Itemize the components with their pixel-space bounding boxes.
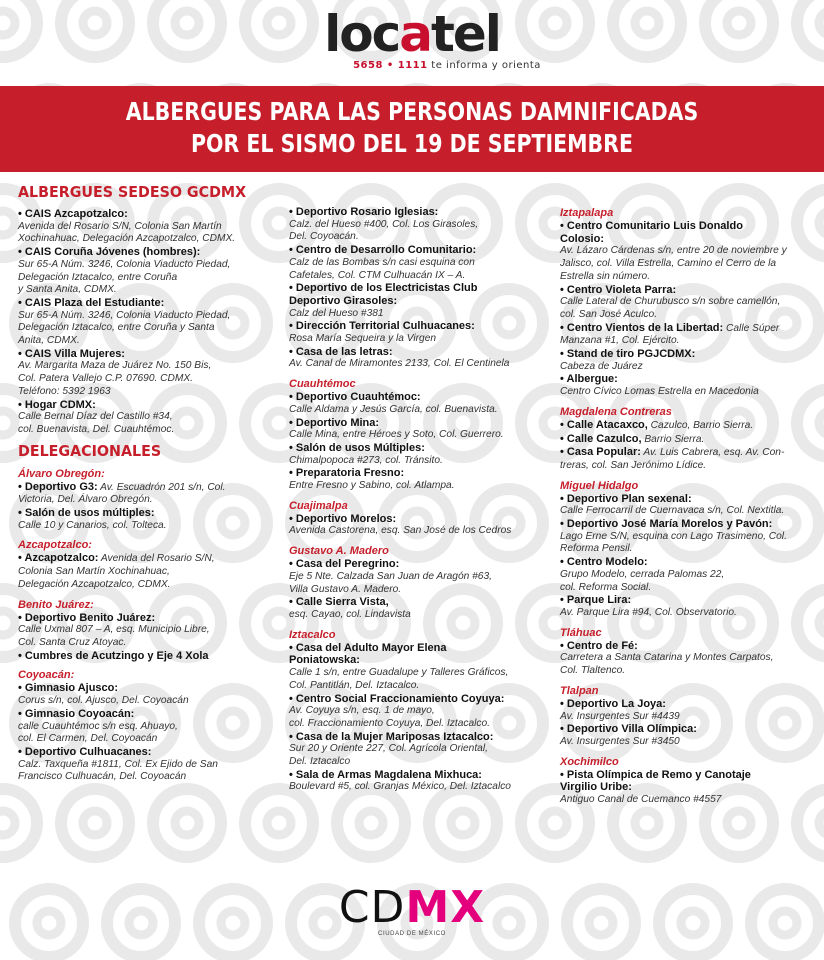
logo-tagline: 5658 • 1111 te informa y orienta xyxy=(353,60,541,71)
shelter-name: • Centro Comunitario Luis Donaldo Colosio: xyxy=(560,220,820,245)
shelter-address: Lago Erne S/N, esquina con Lago Trasimeno, Col. Reforma Pensil. xyxy=(560,530,787,555)
list-alvaro-obregon xyxy=(18,481,280,533)
shelter-entry xyxy=(289,320,559,345)
shelter-address: Calle Lateral de Churubusco s/n sobre camellón, col. San José Aculco. xyxy=(560,296,781,320)
subheader-alvaro-obregon: Álvaro Obregón: xyxy=(18,467,105,480)
subheader-miguel-hidalgo: Miguel Hidalgo xyxy=(560,479,639,492)
shelter-name: • Deportivo José María Morelos y Pavón: xyxy=(560,518,820,531)
shelter-entry xyxy=(289,282,559,320)
shelter-entry xyxy=(289,206,559,244)
subheader-coyoacan: Coyoacán: xyxy=(18,669,75,682)
shelter-entry xyxy=(18,246,280,297)
shelter-address: calle Cuauhtémoc s/n esq. Ahuayo, col. El Carmen, Del. Coyoacán xyxy=(18,720,178,745)
shelter-address: Av. Canal de Miramontes 2133, Col. El Centinela xyxy=(289,358,510,370)
shelter-entry xyxy=(560,433,820,447)
shelter-entry xyxy=(18,297,280,348)
section-header-sedeso: ALBERGUES SEDESO GCDMX xyxy=(18,183,247,201)
shelter-entry xyxy=(289,467,559,492)
shelter-entry xyxy=(560,640,820,678)
list-benito-juarez xyxy=(18,612,280,663)
shelter-address: Avenida del Rosario S/N, Colonia San Martín Xochinahuac, Delegación Azcapotzalco, CDMX. xyxy=(18,220,236,245)
shelter-entry xyxy=(560,594,820,619)
subheader-iztapalapa: Iztapalapa xyxy=(560,207,614,219)
shelter-address: Calle Uxmal 807 – A, esq. Municipio Libre, Col. Santa Cruz Atoyac. xyxy=(18,624,210,648)
shelter-address: Calle Aldama y Jesús García, col. Buenavista. xyxy=(289,403,498,415)
shelter-address: Calle Súper Manzana #1, Col. Ejército. xyxy=(560,322,780,347)
shelter-address: Calz del Hueso #381 xyxy=(289,307,384,319)
shelter-entry xyxy=(18,682,280,707)
shelter-entry xyxy=(289,558,559,596)
shelter-address: Calz. del Hueso #400, Col. Los Girasoles, Del. Coyoacán. xyxy=(289,218,479,243)
column-3 xyxy=(560,206,820,811)
list-tlalpan xyxy=(560,698,820,749)
shelter-name: • CAIS Plaza del Estudiante: xyxy=(18,297,280,310)
shelter-entry xyxy=(289,596,559,621)
shelter-address: Boulevard #5, col. Granjas México, Del. Iztacalco xyxy=(289,781,511,793)
column-1 xyxy=(18,180,280,788)
shelter-name: • Sala de Armas Magdalena Mixhuca: xyxy=(289,769,559,782)
shelter-address: Carretera a Santa Catarina y Montes Carpatos, Col. Tlaltenco. xyxy=(560,652,774,677)
cdmx-wordmark: CDMX xyxy=(338,882,486,933)
subheader-benito-juarez: Benito Juárez: xyxy=(18,598,94,611)
shelter-name: • Centro de Desarrollo Comunitario: xyxy=(289,244,559,257)
shelter-name: • Salón de usos Múltiples: xyxy=(289,442,559,455)
shelter-address: Av. Escuadrón 201 s/n, Col. Victoria, Del. Álvaro Obregón. xyxy=(18,481,226,506)
shelter-address: Chimalpopoca #273, col. Tránsito. xyxy=(289,454,443,466)
shelter-entry xyxy=(289,417,559,442)
shelter-address: Antiguo Canal de Cuemanco #4557 xyxy=(560,794,722,806)
list-magdalena-contreras xyxy=(560,419,820,473)
list-azcapotzalco xyxy=(18,552,280,591)
shelter-address: Calle 10 y Canarios, col. Tolteca. xyxy=(18,519,167,531)
shelter-entry xyxy=(560,518,820,556)
watermark-ring-icon xyxy=(0,780,46,866)
shelter-address: Avenida del Rosario S/N, Colonia San Martín Xochinahuac, Delegación Azcapotzalco, CDMX. xyxy=(18,553,215,590)
shelter-entry xyxy=(560,556,820,594)
shelter-entry xyxy=(560,769,820,807)
shelter-entry xyxy=(18,399,280,437)
shelter-entry xyxy=(18,650,280,663)
shelter-entry xyxy=(289,642,559,693)
shelter-address: Barrio Sierra. xyxy=(641,433,705,445)
shelter-address: Sur 20 y Oriente 227, Col. Agrícola Oriental, Del. Iztacalco xyxy=(289,743,488,768)
shelter-address: Rosa María Sequeira y la Virgen xyxy=(289,333,437,345)
shelter-entry xyxy=(560,723,820,748)
shelter-name: • Gimnasio Coyoacán: xyxy=(18,708,280,721)
shelter-address: Eje 5 Nte. Calzada San Juan de Aragón #63, Villa Gustavo A. Madero. xyxy=(289,570,492,595)
shelter-name: • Deportivo G3: xyxy=(18,481,98,493)
shelter-entry xyxy=(18,552,280,591)
shelter-name: • Deportivo de los Electricistas Club Deportivo Girasoles: xyxy=(289,282,559,307)
shelter-address: Avenida Castorena, esq. San José de los Cedros xyxy=(289,525,512,537)
shelter-name: • Casa Popular: xyxy=(560,446,641,458)
shelter-address: Cazulco, Barrio Sierra. xyxy=(647,419,754,431)
shelter-entry xyxy=(289,731,559,769)
shelter-entry xyxy=(18,746,280,784)
shelter-name: • Casa del Peregrino: xyxy=(289,558,559,571)
shelter-name: • Deportivo Mina: xyxy=(289,417,559,430)
shelter-entry xyxy=(289,346,559,371)
shelter-entry xyxy=(289,442,559,467)
cdmx-subtitle: CIUDAD DE MÉXICO xyxy=(378,931,446,937)
shelter-entry xyxy=(18,481,280,507)
shelter-address: Calle Ferrocarril de Cuernavaca s/n, Col. Nextitla. xyxy=(560,505,785,517)
shelter-address: Cabeza de Juárez xyxy=(560,360,643,372)
shelter-name: • Cumbres de Acutzingo y Eje 4 Xola xyxy=(18,650,280,663)
shelter-entry xyxy=(560,446,820,472)
shelter-entry xyxy=(18,612,280,650)
shelter-name: • Deportivo Cuauhtémoc: xyxy=(289,391,559,404)
shelter-address: Calz. Taxqueña #1811, Col. Ex Ejido de San Francisco Culhuacán, Del. Coyoacán xyxy=(18,758,218,783)
shelter-address: esq. Cayao, col. Lindavista xyxy=(289,608,411,620)
list-tlahuac xyxy=(560,640,820,678)
subheader-azcapotzalco: Azcapotzalco: xyxy=(18,539,92,552)
shelter-name: • Dirección Territorial Culhuacanes: xyxy=(289,320,559,333)
shelter-address: Av. Lázaro Cárdenas s/n, entre 20 de noviembre y Jalisco, col. Villa Estrella, Camino el Cerro de la Estrella sin número. xyxy=(560,245,787,282)
shelter-address: Corus s/n, col. Ajusco, Del. Coyoacán xyxy=(18,695,189,707)
list-cuajimalpa xyxy=(289,513,559,538)
logo-wordmark: locatel xyxy=(324,5,500,63)
shelter-entry xyxy=(289,391,559,416)
shelter-entry xyxy=(18,348,280,399)
shelter-entry xyxy=(289,693,559,731)
subheader-iztacalco: Iztacalco xyxy=(289,628,336,641)
shelter-name: • Calle Sierra Vista, xyxy=(289,596,559,609)
title-banner xyxy=(0,86,824,172)
banner-title-line-1: ALBERGUES PARA LAS PERSONAS DAMNIFICADAS xyxy=(125,97,699,126)
shelter-entry xyxy=(560,322,820,348)
list-coyoacan-continued xyxy=(289,206,559,371)
shelter-name: • Parque Lira: xyxy=(560,594,820,607)
shelter-name: • CAIS Villa Mujeres: xyxy=(18,348,280,361)
shelter-name: • Deportivo Rosario Iglesias: xyxy=(289,206,559,219)
shelter-entry xyxy=(560,419,820,433)
shelter-name: • Deportivo Benito Juárez: xyxy=(18,612,280,625)
shelter-name: • Salón de usos múltiples: xyxy=(18,507,280,520)
shelter-entry xyxy=(18,208,280,246)
section-header-delegacionales: DELEGACIONALES xyxy=(18,441,162,460)
list-gustavo-a-madero xyxy=(289,558,559,622)
shelter-name: • Centro Modelo: xyxy=(560,556,820,569)
shelter-entry xyxy=(18,708,280,746)
shelter-address: Av. Margarita Maza de Juárez No. 150 Bis, Col. Patera Vallejo C.P. 07690. CDMX. Teléfono: 5392 1963 xyxy=(18,360,212,397)
shelter-entry xyxy=(289,769,559,794)
shelter-address: Av. Parque Lira #94, Col. Observatorio. xyxy=(560,606,737,618)
shelter-name: • Albergue: xyxy=(560,373,820,386)
shelter-name: • Casa del Adulto Mayor Elena Poniatowska: xyxy=(289,642,559,667)
shelter-entry xyxy=(560,348,820,373)
subheader-cuauhtemoc: Cuauhtémoc xyxy=(289,378,356,391)
column-2 xyxy=(289,206,559,798)
shelter-name: • Centro de Fé: xyxy=(560,640,820,653)
watermark-ring-icon xyxy=(52,780,138,866)
shelter-address: Calle 1 s/n, entre Guadalupe y Talleres Gráficos, Col. Pantitlán, Del. Iztacalco. xyxy=(289,667,509,691)
list-iztacalco xyxy=(289,642,559,794)
shelter-address: Grupo Modelo, cerrada Palomas 22, col. Reforma Social. xyxy=(560,568,725,593)
shelter-name: • Casa de la Mujer Mariposas Iztacalco: xyxy=(289,731,559,744)
shelter-name: • Pista Olímpica de Remo y Canotaje Virgilio Uribe: xyxy=(560,769,820,794)
shelter-address: Calle Mina, entre Héroes y Soto, Col. Guerrero. xyxy=(289,429,504,441)
locatel-logo xyxy=(0,5,824,71)
shelter-address: Av. Insurgentes Sur #3450 xyxy=(560,735,680,747)
subheader-cuajimalpa: Cuajimalpa xyxy=(289,499,348,512)
shelter-address: Calz de las Bombas s/n casi esquina con Cafetales, Col. CTM Culhuacán IX – A. xyxy=(289,256,475,281)
shelter-entry xyxy=(289,513,559,538)
list-cuauhtemoc xyxy=(289,391,559,493)
subheader-xochimilco: Xochimilco xyxy=(560,755,619,768)
shelter-entry xyxy=(560,698,820,723)
shelter-entry xyxy=(289,244,559,282)
shelter-name: • Deportivo La Joya: xyxy=(560,698,820,711)
shelter-name: • Centro Vientos de la Libertad: xyxy=(560,322,723,334)
shelter-entry xyxy=(560,493,820,518)
shelter-name: • Centro Social Fraccionamiento Coyuya: xyxy=(289,693,559,706)
shelter-name: • Deportivo Villa Olímpica: xyxy=(560,723,820,736)
subheader-tlahuac: Tláhuac xyxy=(560,626,602,639)
shelter-address: Sur 65-A Núm. 3246, Colonia Viaducto Piedad, Delegación Iztacalco, entre Coruña y Santa Anita, CDMX. xyxy=(18,258,231,296)
shelter-name: • Calle Cazulco, xyxy=(560,433,642,445)
shelter-name: • Centro Violeta Parra: xyxy=(560,284,820,297)
shelter-address: Sur 65-A Núm. 3246, Colonia Viaducto Piedad, Delegación Iztacalco, entre Coruña y Santa Anita, CDMX. xyxy=(18,309,231,347)
list-xochimilco xyxy=(560,769,820,807)
shelter-address: Av. Coyuya s/n, esq. 1 de mayo, col. Fraccionamiento Coyuya, Del. Iztacalco. xyxy=(289,705,491,729)
shelter-name: • Deportivo Morelos: xyxy=(289,513,559,526)
shelter-name: • Hogar CDMX: xyxy=(18,399,280,412)
shelter-name: • Gimnasio Ajusco: xyxy=(18,682,280,695)
shelter-address: Calle Bernal Díaz del Castillo #34, col. Buenavista, Del. Cuauhtémoc. xyxy=(18,411,175,435)
shelter-address: Av. Luis Cabrera, esq. Av. Con- treras, col. San Jerónimo Lídice. xyxy=(560,447,785,471)
shelter-name: • Calle Atacaxco, xyxy=(560,419,648,431)
subheader-tlalpan: Tlalpan xyxy=(560,684,599,697)
shelter-address: Entre Fresno y Sabino, col. Atlampa. xyxy=(289,480,455,492)
shelter-name: • CAIS Coruña Jóvenes (hombres): xyxy=(18,246,280,259)
list-sedeso xyxy=(18,208,280,437)
shelter-name: • Deportivo Culhuacanes: xyxy=(18,746,280,759)
shelter-entry xyxy=(560,284,820,322)
shelter-entry xyxy=(18,507,280,532)
shelter-address: Av. Insurgentes Sur #4439 xyxy=(560,710,680,722)
shelter-name: • CAIS Azcapotzalco: xyxy=(18,208,280,221)
subheader-magdalena-contreras: Magdalena Contreras xyxy=(560,405,672,418)
watermark-ring-icon xyxy=(144,780,230,866)
shelter-entry xyxy=(560,373,820,398)
shelter-name: • Azcapotzalco: xyxy=(18,552,98,564)
shelter-name: • Stand de tiro PGJCDMX: xyxy=(560,348,820,361)
subheader-gustavo-a-madero: Gustavo A. Madero xyxy=(289,545,389,558)
shelter-name: • Deportivo Plan sexenal: xyxy=(560,493,820,506)
list-iztapalapa xyxy=(560,220,820,399)
cdmx-logo xyxy=(0,882,824,937)
list-coyoacan xyxy=(18,682,280,784)
shelter-entry xyxy=(560,220,820,284)
list-miguel-hidalgo xyxy=(560,493,820,620)
banner-title-line-2: POR EL SISMO DEL 19 DE SEPTIEMBRE xyxy=(191,129,633,158)
shelter-address: Centro Cívico Lomas Estrella en Macedonia xyxy=(560,386,759,398)
shelter-name: • Casa de las letras: xyxy=(289,346,559,359)
shelter-name: • Preparatoria Fresno: xyxy=(289,467,559,480)
